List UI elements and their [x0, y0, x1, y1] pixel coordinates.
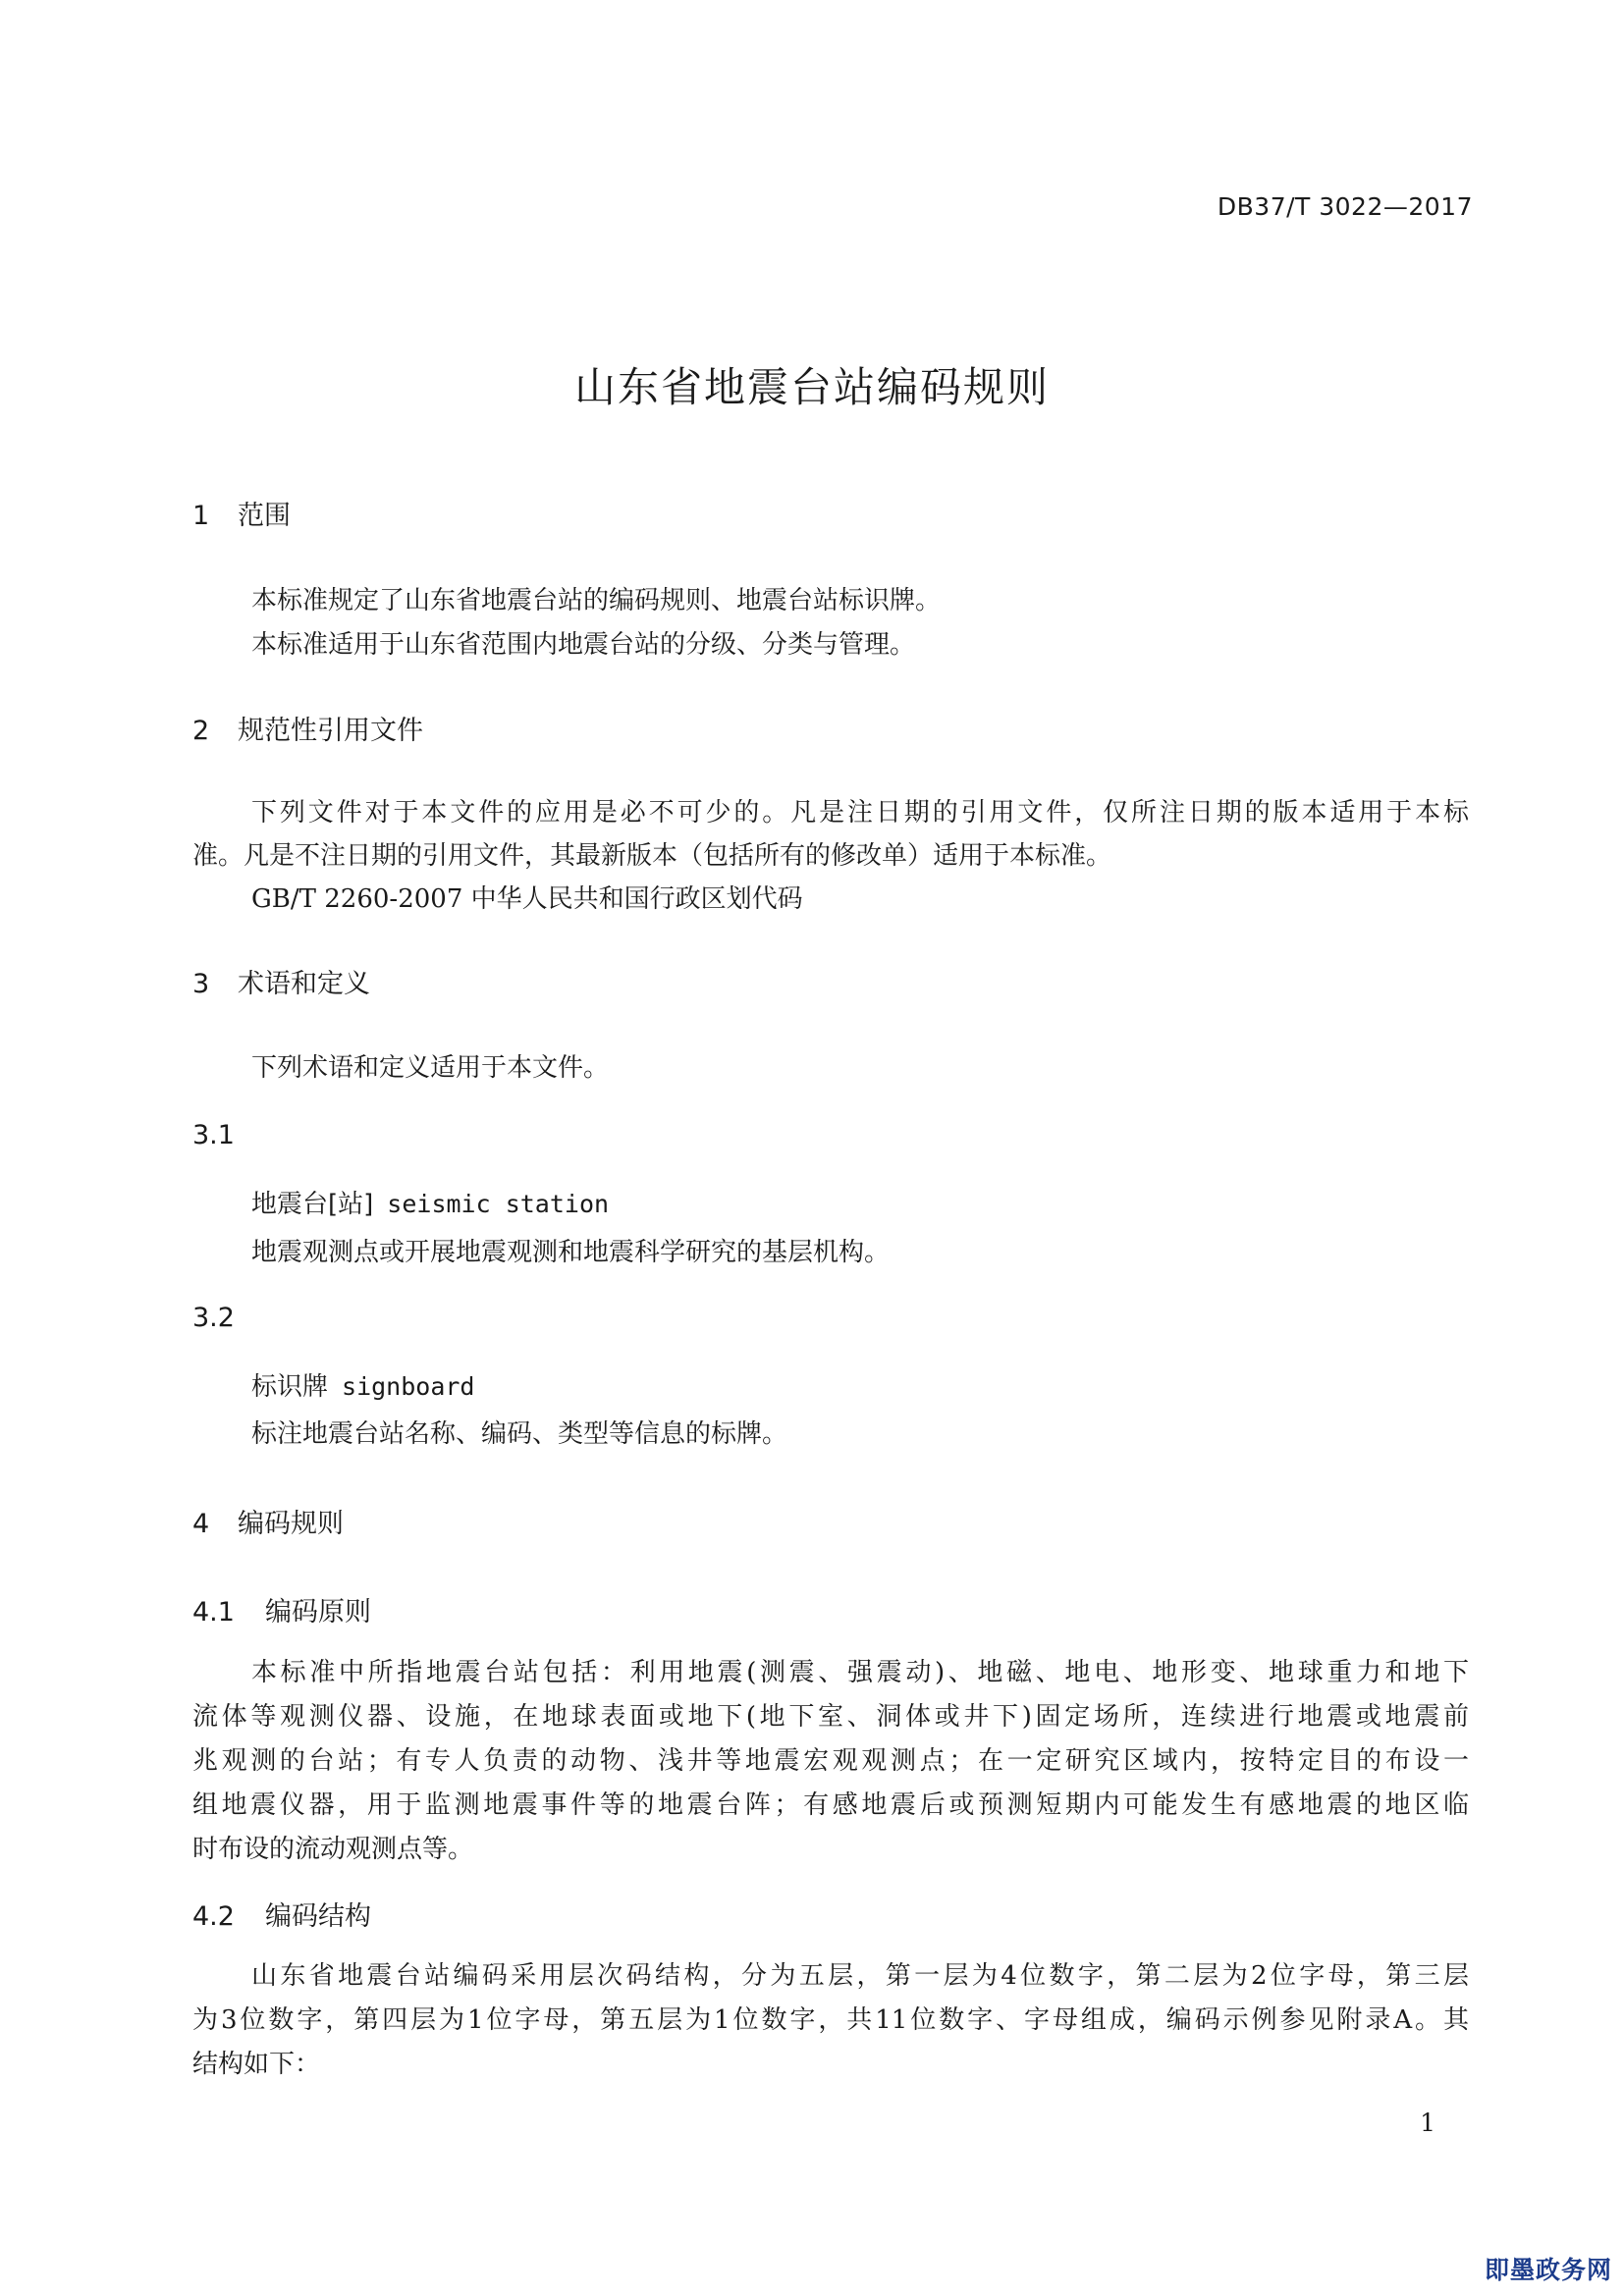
section-4-1-heading: [192, 1590, 371, 1629]
section-4-1-line-4: 组地震仪器，用于监测地震事件等的地震台阵；有感地震后或预测短期内可能发生有感地震的地区临: [192, 1790, 1469, 1820]
section-4-2-line-3: 结构如下：: [192, 2050, 321, 2079]
section-2-title: 规范性引用文件: [238, 716, 423, 746]
section-2-number: 2: [192, 716, 210, 746]
term-3-2-number: 3.2: [192, 1303, 235, 1333]
term-3-2-definition: 标注地震台站名称、编码、类型等信息的标牌。: [251, 1419, 788, 1449]
section-4-heading: [192, 1502, 344, 1540]
section-4-1-number: 4.1: [192, 1597, 235, 1628]
section-2-line-2: 准。凡是不注日期的引用文件，其最新版本（包括所有的修改单）适用于本标准。: [192, 841, 1112, 871]
term-3-2-en: signboard: [342, 1372, 475, 1401]
site-watermark: 即墨政务网: [1484, 2256, 1612, 2284]
section-4-title: 编码规则: [238, 1509, 344, 1539]
section-1-number: 1: [192, 501, 210, 531]
term-3-1-definition: 地震观测点或开展地震观测和地震科学研究的基层机构。: [251, 1238, 891, 1267]
section-3-heading: [192, 962, 370, 1000]
page-number: 1: [1420, 2109, 1435, 2137]
term-3-1-number: 3.1: [192, 1120, 235, 1150]
section-4-1-title: 编码原则: [265, 1597, 371, 1628]
section-4-2-heading: [192, 1895, 371, 1933]
section-3-title: 术语和定义: [238, 969, 370, 999]
section-3-intro: 下列术语和定义适用于本文件。: [251, 1053, 610, 1083]
section-4-1-line-5: 时布设的流动观测点等。: [192, 1835, 474, 1864]
document-title: 山东省地震台站编码规则: [573, 363, 1050, 411]
term-3-2-zh: 标识牌: [251, 1372, 329, 1402]
term-3-1-en: seismic station: [387, 1190, 610, 1218]
section-2-heading: [192, 709, 423, 747]
section-4-2-number: 4.2: [192, 1901, 235, 1932]
section-4-2-line-2: 为3位数字，第四层为1位字母，第五层为1位数字，共11位数字、字母组成，编码示例参见附录A。其: [192, 2005, 1469, 2035]
section-4-1-line-2: 流体等观测仪器、设施，在地球表面或地下(地下室、洞体或井下)固定场所，连续进行地震或地震前: [192, 1702, 1469, 1732]
section-4-number: 4: [192, 1509, 210, 1539]
section-4-1-line-3: 兆观测的台站；有专人负责的动物、浅井等地震宏观观测点；在一定研究区域内，按特定目的布设一: [192, 1746, 1469, 1776]
section-1-title: 范围: [238, 501, 291, 531]
section-4-1-line-1: 本标准中所指地震台站包括：利用地震(测震、强震动)、地磁、地电、地形变、地球重力和地下: [251, 1658, 1469, 1687]
section-3-number: 3: [192, 969, 210, 999]
section-1-paragraph-1: 本标准规定了山东省地震台站的编码规则、地震台站标识牌。: [251, 586, 942, 615]
term-3-1: [251, 1184, 609, 1220]
term-3-1-zh: 地震台[站]: [251, 1190, 374, 1219]
document-code: DB37/T 3022—2017: [1217, 192, 1473, 221]
term-3-2: [251, 1366, 474, 1403]
section-1-heading: [192, 494, 291, 532]
section-1-paragraph-2: 本标准适用于山东省范围内地震台站的分级、分类与管理。: [251, 630, 916, 660]
section-4-2-title: 编码结构: [265, 1901, 371, 1932]
normative-reference: GB/T 2260-2007 中华人民共和国行政区划代码: [251, 884, 803, 914]
section-4-2-line-1: 山东省地震台站编码采用层次码结构，分为五层，第一层为4位数字，第二层为2位字母，第三层: [251, 1961, 1469, 1991]
section-2-line-1: 下列文件对于本文件的应用是必不可少的。凡是注日期的引用文件，仅所注日期的版本适用于本标: [251, 798, 1469, 828]
